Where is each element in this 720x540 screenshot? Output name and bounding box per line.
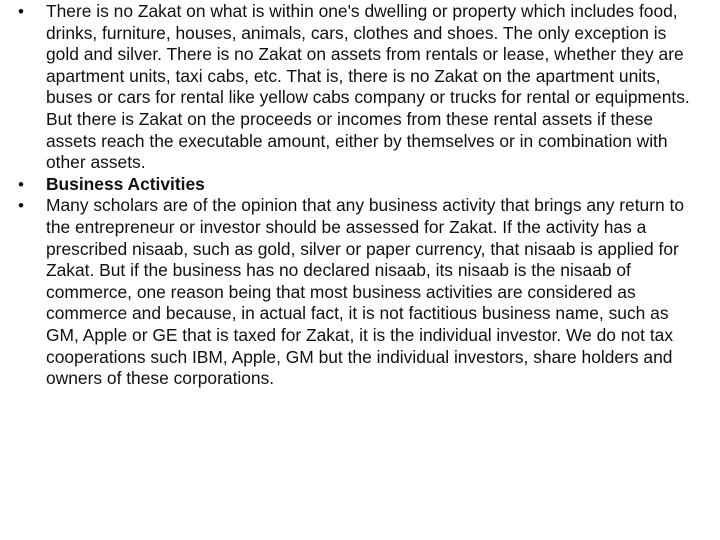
bullet-marker: •: [18, 2, 24, 21]
bullet-text: There is no Zakat on what is within one's dwelling or property which includes food, drinks, furniture, houses, animals, cars, clothes and shoes. The only exception is gold and silver. There is no Zakat on assets from rentals or lease, whether they are apartment units, taxi cabs, etc. That is, there is no Zakat on the apartment units, buses or cars for rental like yellow cabs company or trucks for rental or equipments. But there is Zakat on the proceeds or incomes from these rental assets if these assets reach the executable amount, either by themselves or in combination with other assets.: [46, 1, 690, 173]
bullet-marker: •: [18, 174, 24, 194]
bullet-marker: •: [18, 196, 24, 216]
bullet-item-no-zakat-dwelling: [18, 1, 702, 174]
bullet-list: [18, 1, 702, 390]
bullet-item-scholars-opinion: [18, 195, 702, 389]
bullet-item-business-activities: [18, 174, 702, 196]
bullet-heading: Business Activities: [46, 173, 205, 194]
bullet-text: Many scholars are of the opinion that any business activity that brings any return to the entrepreneur or investor should be assessed for Zakat. If the activity has a prescribed nisaab, such as gold, silver or paper currency, that nisaab is applied for Zakat. But if the business has no declared nisaab, its nisaab is the nisaab of commerce, one reason being that most business activities are considered as commerce and because, in actual fact, it is not factitious business name, such as GM, Apple or GE that is taxed for Zakat, it is the individual investor. We do not tax cooperations such IBM, Apple, GM but the individual investors, share holders and owners of these corporations.: [46, 195, 685, 389]
